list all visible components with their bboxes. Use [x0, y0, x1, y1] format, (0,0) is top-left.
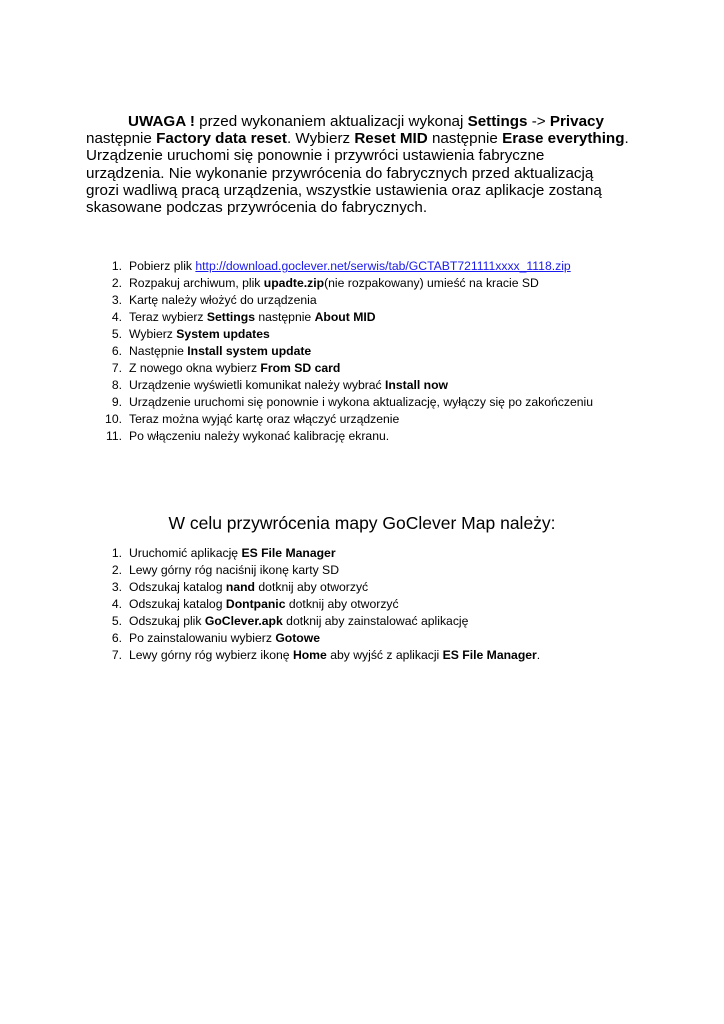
list-item: 1. Uruchomić aplikację ES File Manager [111, 546, 336, 560]
list-item: 1. Pobierz plik http://download.goclever.net/serwis/tab/GCTABT721111xxxx_1118.zip [111, 259, 571, 273]
list-item: 6. Następnie Install system update [111, 344, 312, 358]
list-item: 4. Odszukaj katalog Dontpanic dotknij aby otworzyć [111, 597, 399, 611]
list-item: 2. Lewy górny róg naciśnij ikonę karty SD [111, 563, 339, 577]
list-item: 7. Lewy górny róg wybierz ikonę Home aby wyjść z aplikacji ES File Manager. [111, 648, 541, 662]
download-link[interactable]: http://download.goclever.net/serwis/tab/GCTABT721111xxxx_1118.zip [195, 259, 571, 273]
update-steps-list [0, 258, 593, 445]
list-item: 7. Z nowego okna wybierz From SD card [111, 361, 341, 375]
list-item: 5. Wybierz System updates [111, 327, 270, 341]
list-item: 11. Po włączeniu należy wykonać kalibrację ekranu. [105, 429, 390, 443]
list-item: 5. Odszukaj plik GoClever.apk dotknij aby zainstalować aplikację [111, 614, 469, 628]
warning-label: UWAGA ! [128, 113, 195, 130]
list-item: 10. Teraz można wyjąć kartę oraz włączyć urządzenie [105, 412, 400, 426]
map-section-title: W celu przywrócenia mapy GoClever Map należy: [168, 513, 556, 533]
list-item: 9. Urządzenie uruchomi się ponownie i wykona aktualizację, wyłączy się po zakończeniu [111, 395, 594, 409]
list-item: 2. Rozpakuj archiwum, plik upadte.zip(nie rozpakowany) umieść na kracie SD [111, 276, 539, 290]
list-item: 8. Urządzenie wyświetli komunikat należy wybrać Install now [111, 378, 449, 392]
list-item: 3. Kartę należy włożyć do urządzenia [111, 293, 317, 307]
map-steps-list [0, 545, 540, 664]
list-item: 4. Teraz wybierz Settings następnie About MID [111, 310, 376, 324]
list-item: 6. Po zainstalowaniu wybierz Gotowe [111, 631, 321, 645]
list-item: 3. Odszukaj katalog nand dotknij aby otworzyć [111, 580, 369, 594]
warning-paragraph: UWAGA ! przed wykonaniem aktualizacji wykonaj Settings -> Privacy następnie Factory data reset. Wybierz Reset MID następnie Erase everything. Urządzenie uruchomi się ponownie i przywróci ustawienia fabryczne urządzenia. Nie wykonanie przywrócenia do fabrycznych przed aktualizacją grozi wadliwą pracą urządzenia, wszystkie ustawienia oraz aplikacje zostaną skasowane podczas przywrócenia do fabrycznych. [86, 113, 629, 217]
